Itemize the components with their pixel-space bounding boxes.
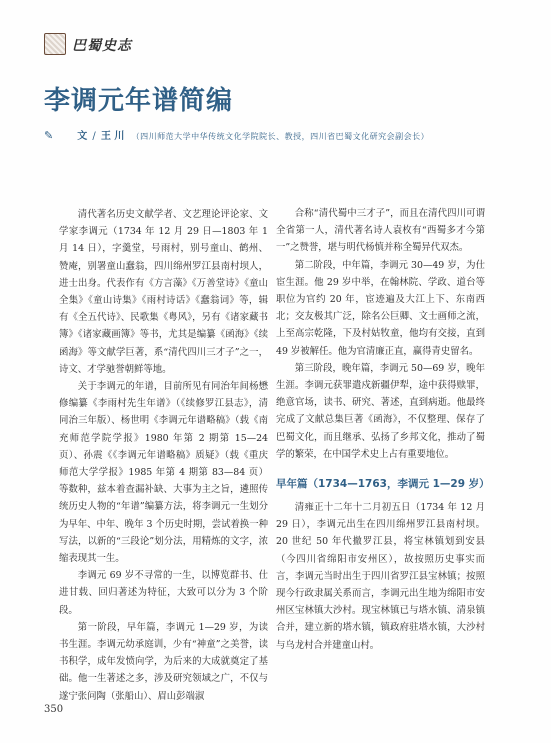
right-column (276, 205, 490, 654)
square-seal-icon (44, 33, 66, 55)
page-number: 350 (44, 704, 64, 715)
paragraph: 第三阶段，晚年篇，李调元 50—69 岁，晚年生涯。李调元获罪遣戍新疆伊犁，途中获得赎罪，绝意官场，读书、研究、著述，直到病逝。他最终完成了文献总集巨著《函海》，不仅整理、保存了巴蜀文化，而且继承、弘扬了乡邦文化，推动了蜀学的繁荣，在中国学术史上占有重要地位。 (276, 362, 485, 460)
left-column (59, 206, 268, 705)
paragraph: 第二阶段，中年篇，李调元 30—49 岁，为仕宦生涯。他 29 岁中举，在翰林院、学政、道台等职位为官约 20 年，宦迹遍及大江上下、东南西北；交友极其广泛，除名公巨卿、文士画师之流，上至高宗乾隆，下及村姑牧童，他均有交接，直到 49 岁被解任。他为官清廉正直，赢得青史留名。 (276, 259, 485, 357)
article-title: 李调元年谱简编 (44, 86, 234, 116)
byline (44, 127, 514, 142)
paragraph: 合称“清代蜀中三才子”，而且在清代四川可谓全省第一人，清代著名诗人袁枚有“西蜀多才今第一”之赞誉，堪与明代杨慎并称全蜀异代双杰。 (276, 208, 485, 254)
paragraph: 清雍正十二年十二月初五日（1734 年 12 月 29 日），李调元出生在四川绵州罗江县南村坝。20 世纪 50 年代撤罗江县，将宝林镇划到安县（今四川省绵阳市安州区），故按照历史事实而言，李调元当时出生于四川省罗江县宝林镇；按照现今行政隶属关系而言，李调元出生地为绵阳市安州区宝林镇大沙村。现宝林镇已与塔水镇、清泉镇合并，建立新的塔水镇，镇政府驻塔水镇，大沙村与乌龙村合并建童山村。 (276, 502, 485, 651)
column-name: 巴蜀史志 (72, 38, 132, 54)
byline-label: 文 (77, 131, 88, 142)
paragraph: 关于李调元的年谱，目前所见有同治年间杨懋修编纂《李雨村先生年谱》（《续修罗江县志》，清同治三年版）、杨世明《李调元年谱略稿》（载《南充师范学院学报》1980 年第 2 期第 15—24 页）、孙震《《李调元年谱略稿》质疑》（载《重庆师范大学学报》1985 年第 4 期第 83—84 页）等数种，兹本着查漏补缺、大事为主之旨，遴照传统历史人物的“年谱”编纂方法，将李调元一生划分为早年、中年、晚年 3 个历史时期，尝试着换一种写法，以新的“三段论”划分法，用精炼的文字，浓缩表现其一生。 (59, 381, 268, 565)
paragraph: 李调元 69 岁不寻常的一生，以博览群书、仕进甘载、回归著述为特征，大致可以分为 3 个阶段。 (59, 570, 268, 616)
byline-slash: / (92, 131, 96, 142)
section-heading: 早年篇（1734—1763，李调元 1—29 岁） (276, 478, 490, 491)
paragraph: 第一阶段，早年篇，李调元 1—29 岁，为读书生涯。李调元幼承庭训，少有“神童”之美誉，读书积学，成年发愤向学，为后来的大成就奠定了基础。他一生著述之多，涉及研究领域之广，不仅与遂宁张问陶（张船山）、眉山彭端淑 (59, 621, 268, 702)
pen-icon: ✎ (44, 129, 54, 142)
paragraph: 清代著名历史文献学者、文艺理论评论家、文学家李调元（1734 年 12 月 29 日—1803 年 1 月 14 日），字羹堂，号雨村，别号童山、鹤州、赞庵，别署童山蠢翁，四川绵州罗江县南村坝人，进士出身。代表作有《方言藻》《万善堂诗》《童山全集》《童山诗集》《雨村诗话》《蠢翁词》等，辑有《全五代诗》、民歌集《粤风》，另有《诸家藏书簿》《诸家藏画簿》等书，尤其是编纂《函海》《续函海》等文献学巨著，系“清代四川三才子”之一，诗文、才学驰誉朝鲜等地。 (59, 209, 268, 375)
author-name: 王 川 (100, 131, 125, 142)
author-affiliation: （四川师范大学中华传统文化学院院长、教授，四川省巴蜀文化研究会副会长） (131, 132, 430, 141)
